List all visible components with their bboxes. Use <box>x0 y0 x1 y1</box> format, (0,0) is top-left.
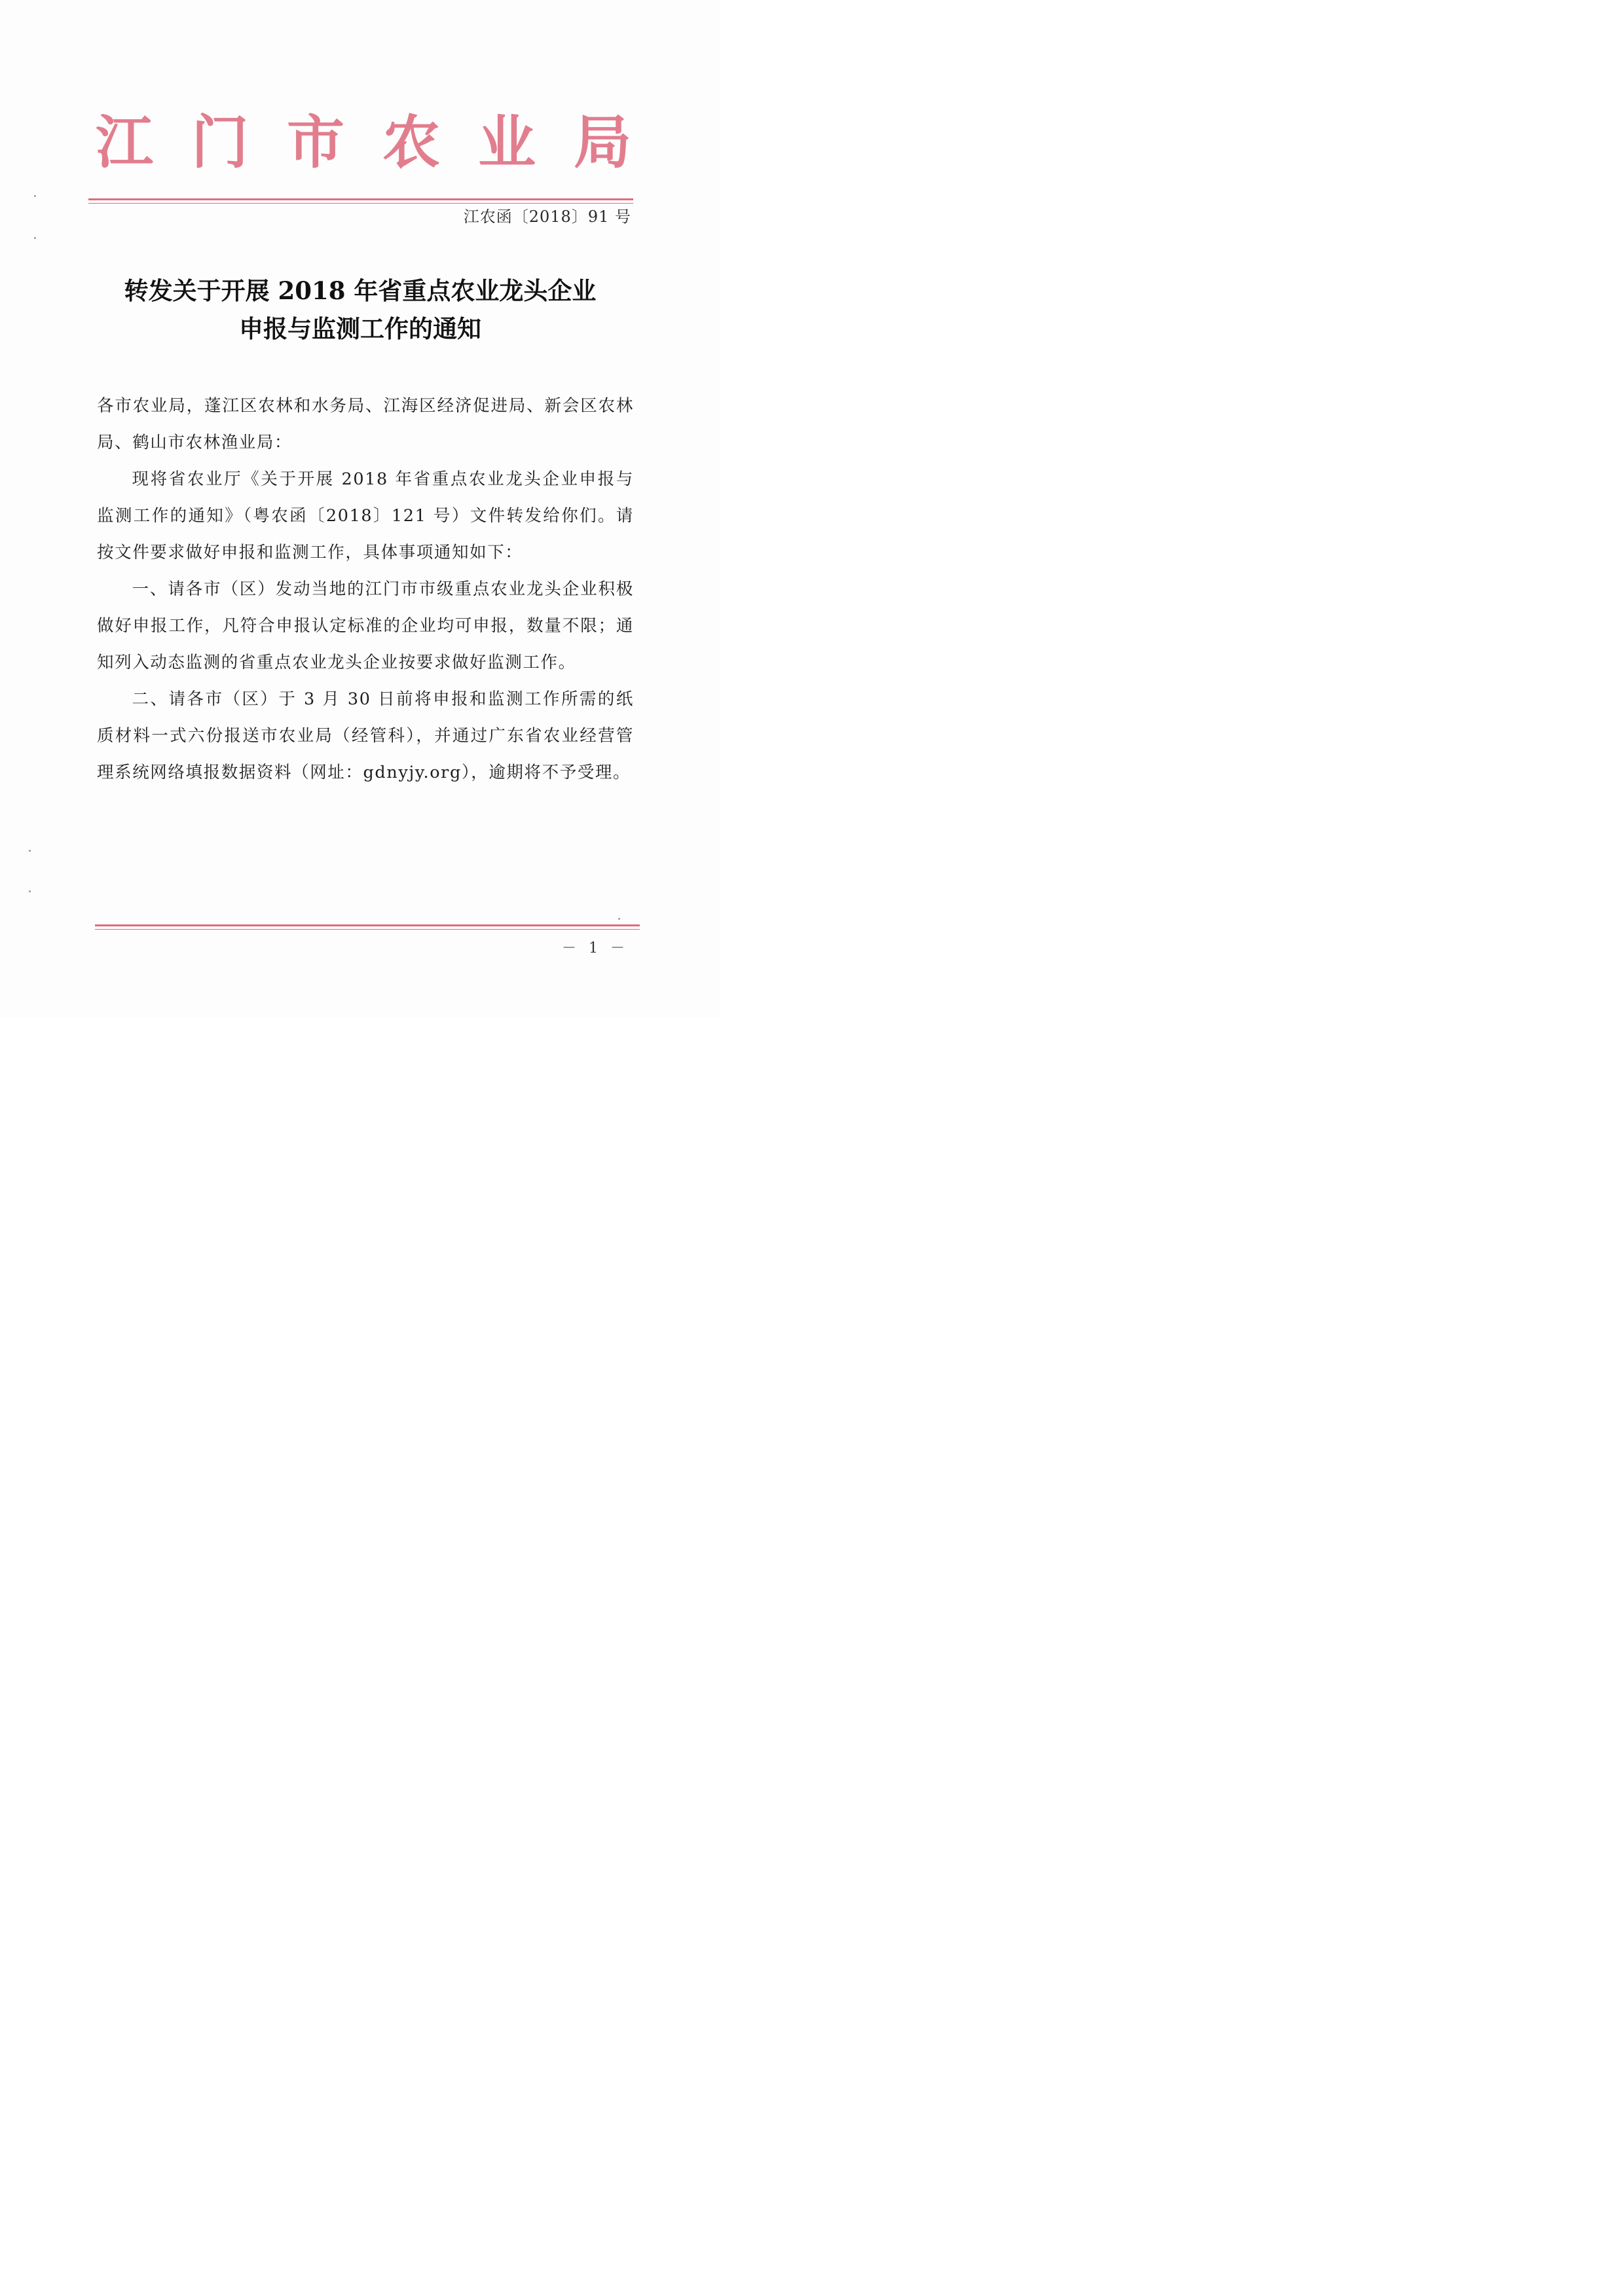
document-number: 江农函〔2018〕91 号 <box>463 208 631 226</box>
body-paragraph: 一、请各市（区）发动当地的江门市市级重点农业龙头企业积极做好申报工作，凡符合申报认定标准的企业均可申报，数量不限；通知列入动态监测的省重点农业龙头企业按要求做好监测工作。 <box>97 579 634 672</box>
document-title <box>0 272 720 348</box>
title-line: 转发关于开展 2018 年省重点农业龙头企业 <box>124 276 597 305</box>
header-red-rule-thin <box>88 203 633 204</box>
header-char: 农 <box>382 109 440 176</box>
header-red-rule-thick <box>88 198 633 200</box>
header-char: 门 <box>191 109 249 176</box>
document-body <box>97 388 634 791</box>
scan-speck <box>618 918 620 920</box>
document-page <box>0 0 720 1018</box>
scan-speck <box>29 850 31 852</box>
header-char: 江 <box>95 109 153 176</box>
addressee: 各市农业局，蓬江区农林和水务局、江海区经济促进局、新会区农林局、鹤山市农林渔业局： <box>97 396 634 452</box>
issuing-authority-header <box>92 110 635 175</box>
title-line: 申报与监测工作的通知 <box>239 314 481 343</box>
header-char: 业 <box>477 109 536 176</box>
scan-speck <box>34 237 36 239</box>
scan-speck <box>29 890 31 892</box>
header-char: 局 <box>573 109 631 176</box>
footer-red-rule-thick <box>95 924 640 926</box>
page-number: － 1 － <box>562 940 629 957</box>
scan-speck <box>34 195 36 197</box>
body-paragraph: 二、请各市（区）于 3 月 30 日前将申报和监测工作所需的纸质材料一式六份报送市农业局（经管科），并通过广东省农业经营管理系统网络填报数据资料（网址：gdnyjy.org），逾期将不予受理。 <box>97 689 634 782</box>
footer-red-rule-thin <box>95 929 640 930</box>
header-char: 市 <box>286 109 344 176</box>
body-paragraph: 现将省农业厅《关于开展 2018 年省重点农业龙头企业申报与监测工作的通知》（粤农函〔2018〕121 号）文件转发给你们。请按文件要求做好申报和监测工作，具体事项通知如下： <box>97 469 634 562</box>
